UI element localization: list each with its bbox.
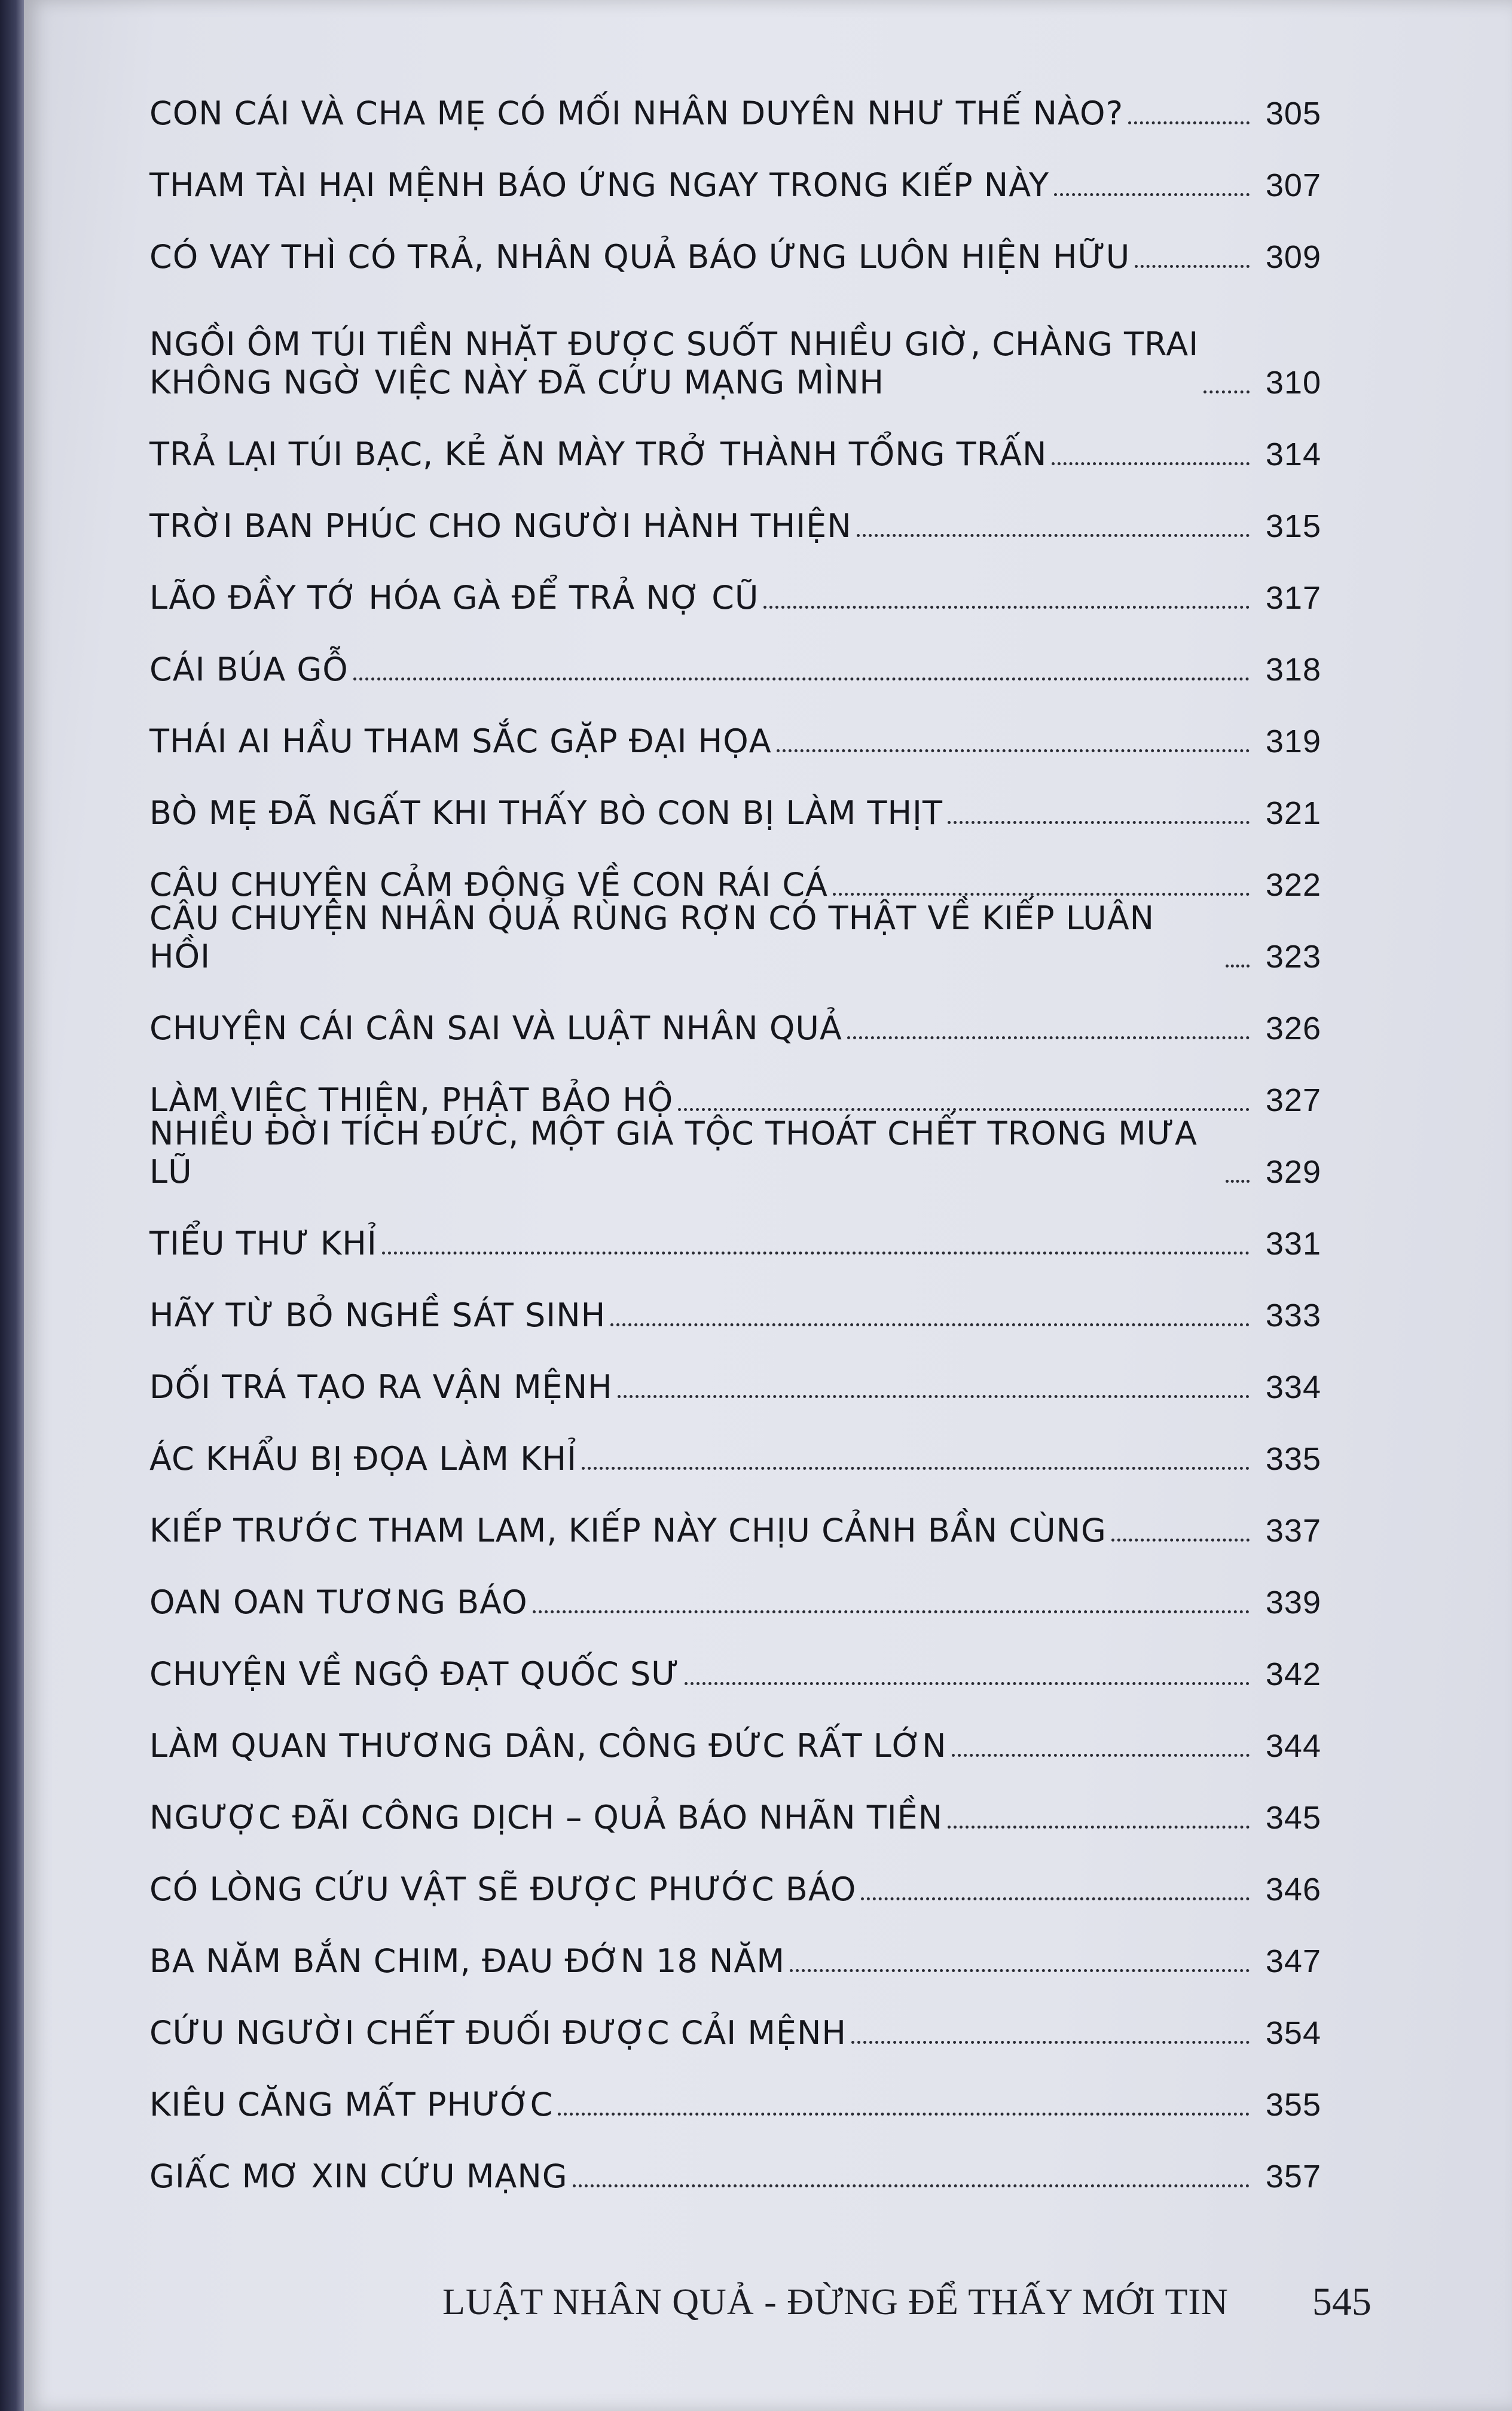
toc-entry	[149, 478, 1321, 550]
toc-entry-title: LÀM VIỆC THIỆN, PHẬT BẢO HỘ	[149, 1081, 674, 1119]
toc-entry-title: GIẤC MƠ XIN CỨU MẠNG	[149, 2157, 568, 2195]
table-of-contents	[149, 66, 1321, 2201]
toc-entry	[149, 1985, 1321, 2057]
toc-entry-page: 329	[1265, 1154, 1321, 1190]
toc-entry	[149, 622, 1321, 694]
toc-entry	[149, 837, 1321, 909]
toc-entry	[149, 1483, 1321, 1555]
toc-entry-page: 315	[1265, 508, 1321, 544]
toc-entry-page: 346	[1265, 1872, 1321, 1908]
dot-leader	[618, 1395, 1250, 1398]
page-number: 545	[1312, 2280, 1372, 2324]
toc-entry	[149, 138, 1321, 209]
toc-entry-title: CHUYỆN VỀ NGỘ ĐẠT QUỐC SƯ	[149, 1655, 680, 1693]
toc-entry-title: LÀM QUAN THƯƠNG DÂN, CÔNG ĐỨC RẤT LỚN	[149, 1727, 947, 1765]
toc-entry-page: 355	[1265, 2087, 1321, 2123]
toc-entry	[149, 2057, 1321, 2129]
toc-entry-page: 334	[1265, 1369, 1321, 1405]
toc-entry-page: 307	[1265, 167, 1321, 203]
toc-entry-title: KIÊU CĂNG MẤT PHƯỚC	[149, 2086, 554, 2123]
toc-entry-title: BA NĂM BẮN CHIM, ĐAU ĐỚN 18 NĂM	[149, 1942, 785, 1980]
dot-leader	[861, 1897, 1250, 1900]
running-footer-title: LUẬT NHÂN QUẢ - ĐỪNG ĐỂ THẤY MỚI TIN	[442, 2281, 1229, 2323]
toc-entry-page: 317	[1265, 580, 1321, 616]
dot-leader	[851, 2041, 1250, 2044]
book-spine-edge	[0, 0, 26, 2411]
toc-entry-title: CÂU CHUYỆN NHÂN QUẢ RÙNG RỢN CÓ THẬT VỀ KIẾP LUÂN HỒI	[149, 899, 1155, 975]
toc-entry-title: BÒ MẸ ĐÃ NGẤT KHI THẤY BÒ CON BỊ LÀM THỊT	[149, 794, 943, 832]
toc-entry-title: ÁC KHẨU BỊ ĐỌA LÀM KHỈ	[149, 1440, 578, 1478]
dot-leader	[1128, 121, 1250, 124]
dot-leader	[1111, 1539, 1250, 1542]
dot-leader	[1135, 265, 1250, 268]
dot-leader	[533, 1610, 1250, 1613]
dot-leader	[573, 2184, 1250, 2187]
toc-entry-page: 357	[1265, 2159, 1321, 2195]
toc-entry-page: 342	[1265, 1656, 1321, 1692]
toc-entry-page: 354	[1265, 2015, 1321, 2051]
toc-entry-page: 327	[1265, 1082, 1321, 1118]
dot-leader	[1226, 1180, 1250, 1183]
toc-entry-page: 309	[1265, 239, 1321, 275]
page-footer	[442, 2266, 1372, 2338]
toc-entry-title: THAM TÀI HẠI MỆNH BÁO ỨNG NGAY TRONG KIẾP NÀY	[149, 166, 1049, 204]
toc-entry-title: OAN OAN TƯƠNG BÁO	[149, 1583, 528, 1621]
dot-leader	[948, 821, 1250, 824]
toc-entry-page: 339	[1265, 1585, 1321, 1620]
dot-leader	[678, 1108, 1250, 1111]
toc-entry	[149, 1626, 1321, 1698]
toc-entry-title: THÁI AI HẦU THAM SẮC GẶP ĐẠI HỌA	[149, 722, 772, 760]
dot-leader	[610, 1323, 1250, 1326]
dot-leader	[1054, 193, 1250, 196]
toc-entry-page: 310	[1265, 365, 1321, 401]
toc-entry-page: 305	[1265, 96, 1321, 132]
toc-entry-title: LÃO ĐẦY TỚ HÓA GÀ ĐỂ TRẢ NỢ CŨ	[149, 579, 759, 617]
dot-leader	[857, 534, 1250, 537]
dot-leader	[558, 2113, 1250, 2116]
toc-entry	[149, 281, 1321, 407]
toc-entry-title: CHUYỆN CÁI CÂN SAI VÀ LUẬT NHÂN QUẢ	[149, 1009, 842, 1047]
toc-entry-title: TIỂU THƯ KHỈ	[149, 1225, 377, 1262]
dot-leader	[1226, 965, 1250, 968]
toc-entry	[149, 981, 1321, 1052]
toc-entry-title: NGƯỢC ĐÃI CÔNG DỊCH – QUẢ BÁO NHÃN TIỀN	[149, 1799, 943, 1836]
toc-entry-page: 335	[1265, 1441, 1321, 1477]
toc-entry-title: TRẢ LẠI TÚI BẠC, KẺ ĂN MÀY TRỞ THÀNH TỔNG TRẤN	[149, 435, 1047, 473]
dot-leader	[1052, 462, 1250, 465]
dot-leader	[582, 1467, 1250, 1470]
toc-entry	[149, 899, 1321, 981]
toc-entry-page: 322	[1265, 867, 1321, 903]
toc-entry-title: CỨU NGƯỜI CHẾT ĐUỐI ĐƯỢC CẢI MỆNH	[149, 2014, 847, 2052]
dot-leader	[847, 1036, 1250, 1039]
toc-entry-page: 323	[1265, 939, 1321, 975]
dot-leader	[833, 893, 1250, 896]
dot-leader	[353, 677, 1250, 680]
toc-entry-page: 318	[1265, 652, 1321, 688]
toc-entry-title: CÓ LÒNG CỨU VẬT SẼ ĐƯỢC PHƯỚC BÁO	[149, 1870, 857, 1908]
dot-leader	[685, 1682, 1250, 1685]
toc-entry	[149, 1115, 1321, 1196]
toc-entry-title: CÂU CHUYỆN CẢM ĐỘNG VỀ CON RÁI CÁ	[149, 866, 828, 904]
toc-entry	[149, 550, 1321, 622]
toc-entry-page: 319	[1265, 724, 1321, 759]
dot-leader	[952, 1754, 1250, 1757]
dot-leader	[382, 1252, 1250, 1255]
dot-leader	[777, 749, 1250, 752]
dot-leader	[948, 1826, 1250, 1829]
toc-entry-page: 314	[1265, 437, 1321, 472]
toc-entry-title: CON CÁI VÀ CHA MẸ CÓ MỐI NHÂN DUYÊN NHƯ THẾ NÀO?	[149, 94, 1124, 132]
toc-entry	[149, 1052, 1321, 1124]
toc-entry-page: 345	[1265, 1800, 1321, 1836]
dot-leader	[790, 1969, 1250, 1972]
toc-entry	[149, 765, 1321, 837]
toc-entry-title: HÃY TỪ BỎ NGHỀ SÁT SINH	[149, 1296, 606, 1334]
toc-entry	[149, 66, 1321, 138]
toc-entry	[149, 2129, 1321, 2201]
toc-entry	[149, 1698, 1321, 1770]
toc-entry-page: 344	[1265, 1728, 1321, 1764]
toc-entry	[149, 1196, 1321, 1268]
toc-entry-page: 337	[1265, 1513, 1321, 1549]
toc-entry	[149, 209, 1321, 281]
toc-entry-page: 331	[1265, 1226, 1321, 1262]
toc-entry	[149, 1913, 1321, 1985]
toc-entry-title: KIẾP TRƯỚC THAM LAM, KIẾP NÀY CHỊU CẢNH BẦN CÙNG	[149, 1512, 1107, 1549]
toc-entry-title: NHIỀU ĐỜI TÍCH ĐỨC, MỘT GIA TỘC THOÁT CHẾT TRONG MƯA LŨ	[149, 1115, 1198, 1191]
toc-entry	[149, 1770, 1321, 1842]
toc-entry	[149, 1555, 1321, 1626]
toc-entry	[149, 1842, 1321, 1913]
dot-leader	[1204, 390, 1250, 393]
toc-entry	[149, 694, 1321, 765]
toc-entry-title: CÓ VAY THÌ CÓ TRẢ, NHÂN QUẢ BÁO ỨNG LUÔN HIỆN HỮU	[149, 238, 1131, 276]
toc-entry	[149, 407, 1321, 478]
toc-entry-page: 326	[1265, 1011, 1321, 1046]
book-page	[24, 0, 1512, 2411]
toc-entry-page: 321	[1265, 795, 1321, 831]
toc-entry-title: TRỜI BAN PHÚC CHO NGƯỜI HÀNH THIỆN	[149, 507, 852, 545]
toc-entry	[149, 1411, 1321, 1483]
toc-entry-title: DỐI TRÁ TẠO RA VẬN MỆNH	[149, 1368, 613, 1406]
dot-leader	[763, 606, 1250, 609]
toc-entry	[149, 1339, 1321, 1411]
toc-entry	[149, 1268, 1321, 1339]
toc-entry-page: 347	[1265, 1943, 1321, 1979]
toc-entry-title: CÁI BÚA GỖ	[149, 651, 349, 688]
toc-entry-page: 333	[1265, 1298, 1321, 1333]
toc-entry-title: NGỒI ÔM TÚI TIỀN NHẶT ĐƯỢC SUỐT NHIỀU GIỜ, CHÀNG TRAI KHÔNG NGỜ VIỆC NÀY ĐÃ CỨU MẠNG MÌNH	[149, 325, 1199, 401]
